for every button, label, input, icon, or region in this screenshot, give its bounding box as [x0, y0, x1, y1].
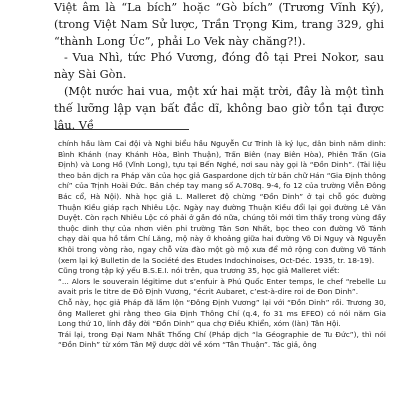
- footnote-paragraph-4: Chỗ này, học giả Pháp đã lầm lộn “Đông Định Vương” lại với “Đồn Dinh” rồi. Trương 30, ông Malleret ghi rằng theo Gia Định Thông Chí (q.4, fo 31 ms EFEO) có nói năm Gia Long thứ 10, lính đầy đời “Đồn Dinh” qua chợ Điều Khiển, xóm (làn) Tân Hội.: [58, 297, 386, 329]
- footnote-paragraph-2: Cũng trong tập ký yếu B.S.E.I. nói trên, qua trương 35, học giả Malleret viết:: [58, 266, 340, 276]
- footnotes: [58, 139, 386, 351]
- footnote-divider: [55, 129, 189, 130]
- main-text: [54, 0, 384, 134]
- main-paragraph-2: - Vua Nhì, tức Phó Vương, đóng đô tại Prei Nokor, sau này Sài Gòn.: [54, 51, 384, 82]
- main-paragraph-1: Việt âm là “La bích” hoặc “Gò bích” (Trương Vĩnh Ký), (trong Việt Nam Sử lược, Trần Trọng Kim, trang 329, ghi “thành Long Úc”, phải Lo Vek này chăng?!).: [54, 1, 384, 48]
- footnote-paragraph-3: “... Alors le souverain légitime dut s’enfuir à Phú Quốc Enter temps, le chef “rebelle Lu avait pris le titre de Đô Định Vương, “écrit Aubaret, c’est-à-dire roi de Đon Dinh”.: [58, 276, 386, 297]
- main-paragraph-3: (Một nước hai vua, một xứ hai mặt trời, đây là một tình thế lưỡng lập vạn bất đắc dĩ, không bao giờ tồn tại được lâu. Về: [54, 84, 384, 132]
- footnote-paragraph-1: chính hầu làm Cai đội và Nghi biểu hầu Nguyễn Cư Trinh là ký lục, dân binh năm dinh: Bình Khánh (nay Khánh Hòa, Bình Thuận), Trấn Biên (nay Biên Hòa), Phiên Trấn (Gia Định) và Long Hồ (Vĩnh Long), tựu tại Bến Nghé, nơi sau này gọi là “Đồn Dinh”. (Tài liệu theo bản dịch ra Pháp văn của học giả Gaspardone dịch từ bản chữ Hán “Gia Định thông chí” của Trịnh Hoài Đức. Bản chép tay mang số A.708q. 9-4, fo 12 của trường Viễn Đông Bác cổ, Hà Nội). Nhà học giả L. Malleret độ chừng “Đồn Dinh” ở tại chỗ góc đường Thuận Kiều giáp rạch Nhiêu Lộc. Ngày nay đường Thuận Kiều đổi lại gọi đường Lê Văn Duyệt. Còn rạch Nhiêu Lộc có phải ở gần đó nữa, chúng tôi mới tìm thấy trong vùng đầy thuộc dinh thự của nhơn viên phi trường Tân Sơn Nhất, bọc theo con đường Võ Tánh chạy dài qua hồ tắm Chí Lăng, mộ này ở khoảng giữa hai đường Võ Di Nguy và Nguyễn Khôi trong vòng rào, ngay chỗ vừa đào một gò mộ xưa để mở rộng con đường Võ Tánh (xem lại ký Bulletin de la Société des Etudes Indochinoises, Oct-Déc. 1935, tr. 18-19).: [58, 139, 386, 265]
- footnote-paragraph-5: Trái lại, trong Đại Nam Nhất Thống Chí (Pháp dịch “la Géographie de Tu Đức”), thì nói “Đồn Dinh” từ xóm Tân Mỹ dược dời về xóm “Tân Thuận”. Tác giả, ông: [58, 329, 386, 350]
